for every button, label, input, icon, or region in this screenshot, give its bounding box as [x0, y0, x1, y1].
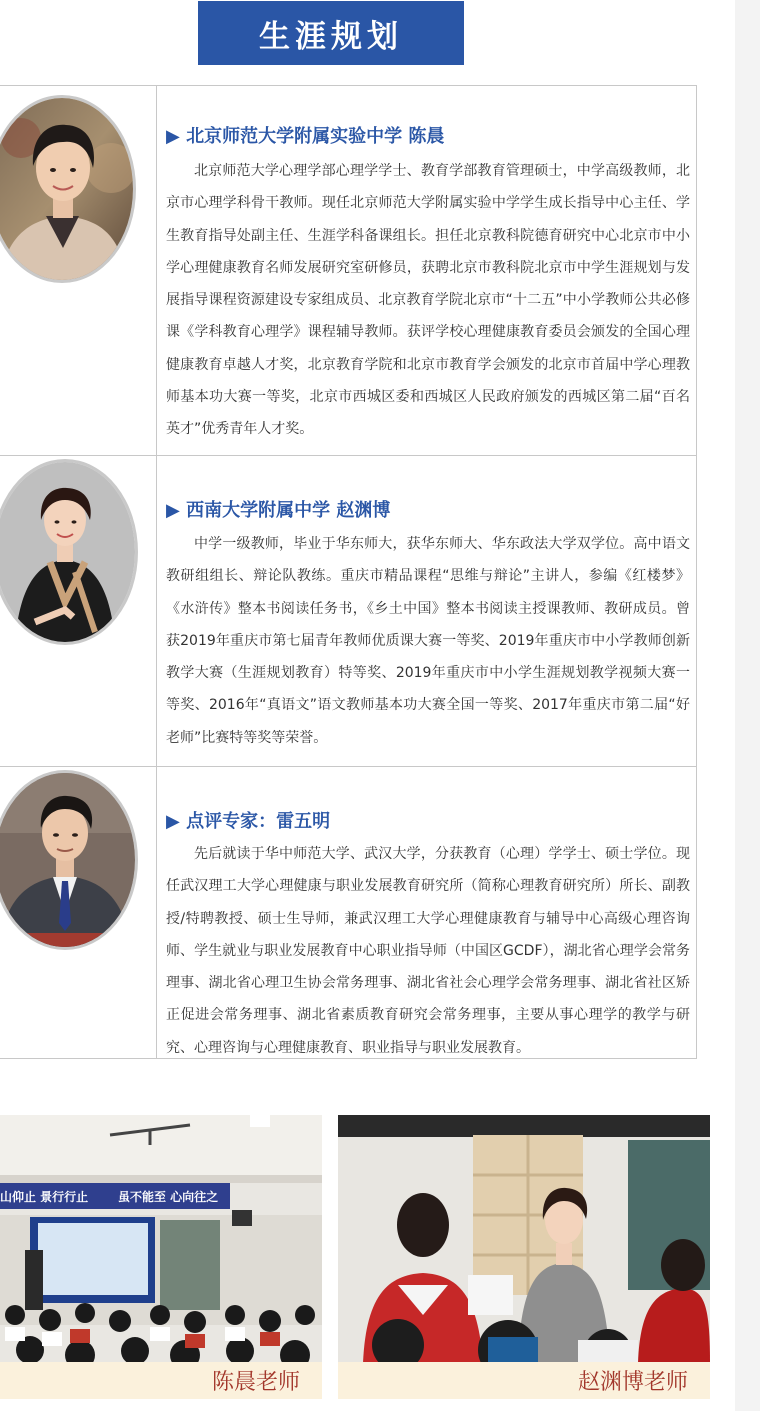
portrait-chen-chen — [0, 95, 136, 283]
profile-bio-chen-chen: 北京师范大学心理学部心理学学士、教育学部教育管理硕士，中学高级教师，北京市心理学科骨干教师。现任北京师范大学附属实验中学学生成长指导中心主任、学生教育指导处副主任、生涯学科备课组长。担任北京教科院德育研究中心北京市中小学心理健康教育名师发展研究室研修员，获聘北京市教科院北京市中学生涯规划与发展指导课程资源建设专家组成员、北京教育学院北京市“十二五”中小学教师公共必修课《学科教育心理学》课程辅导教师。获评学校心理健康教育委员会颁发的全国心理健康教育卓越人才奖，北京教育学院和北京市教育学会颁发的北京市首届中学心理教师基本功大赛一等奖，北京市西城区委和西城区人民政府颁发的西城区第二届“百名英才”优秀青年人才奖。 — [166, 163, 690, 438]
portrait-zhao-yuanbo — [0, 459, 138, 645]
profile-title-zhao-yuanbo: ▶ 西南大学附属中学 赵渊博 — [166, 500, 391, 521]
table-row-divider — [0, 455, 697, 456]
caption-zhao-yuanbo: 赵渊博老师 — [338, 1362, 710, 1399]
caption-chen-chen: 陈晨老师 — [0, 1362, 322, 1399]
section-banner — [198, 1, 464, 65]
portrait-lei-wuming — [0, 770, 138, 950]
table-row-divider — [0, 766, 697, 767]
page-edge-strip — [735, 0, 760, 1411]
profile-title-lei-wuming: ▶ 点评专家：雷五明 — [166, 811, 331, 832]
classroom-slogan-right: 虽不能至 心向往之 — [118, 1189, 219, 1204]
classroom-slogan-left: 山仰止 景行行止 — [0, 1189, 89, 1204]
table-border-top — [0, 85, 697, 86]
profile-bio-zhao-yuanbo: 中学一级教师，毕业于华东师大，获华东师大、华东政法大学双学位。高中语文教研组组长、辩论队教练。重庆市精品课程“思维与辩论”主讲人，参编《红楼梦》《水浒传》整本书阅读任务书，《乡土中国》整本书阅读主授课教师、教研成员。曾获2019年重庆市第七届青年教师优质课大赛一等奖、2019年重庆市中小学教师创新教学大赛（生涯规划教育）特等奖、2019年重庆市中小学生涯规划教学视频大赛一等奖、2016年“真语文”语文教师基本功大赛全国一等奖、2017年重庆市第二届“好老师”比赛特等奖等荣誉。 — [166, 536, 690, 746]
table-border-right — [696, 85, 697, 1059]
table-divider-vertical — [156, 85, 157, 1059]
profile-bio-lei-wuming: 先后就读于华中师范大学、武汉大学，分获教育（心理）学学士、硕士学位。现任武汉理工大学心理健康与职业发展教育研究所（简称心理教育研究所）所长、副教授/特聘教授、硕士生导师，兼武汉理工大学心理健康教育与辅导中心高级心理咨询师、学生就业与职业发展教育中心职业指导师（中国区GCDF），湖北省心理学会常务理事、湖北省心理卫生协会常务理事、湖北省社会心理学会常务理事、湖北省社区矫正促进会常务理事、湖北省素质教育研究会常务理事，主要从事心理学的教学与研究、心理咨询与心理健康教育、职业指导与职业发展教育。 — [166, 846, 690, 1056]
section-title: 生涯规划 — [259, 18, 403, 55]
profile-title-chen-chen: ▶ 北京师范大学附属实验中学 陈晨 — [166, 126, 445, 147]
classroom-photo-zhao-yuanbo — [338, 1115, 710, 1363]
classroom-photo-chen-chen — [0, 1115, 322, 1363]
